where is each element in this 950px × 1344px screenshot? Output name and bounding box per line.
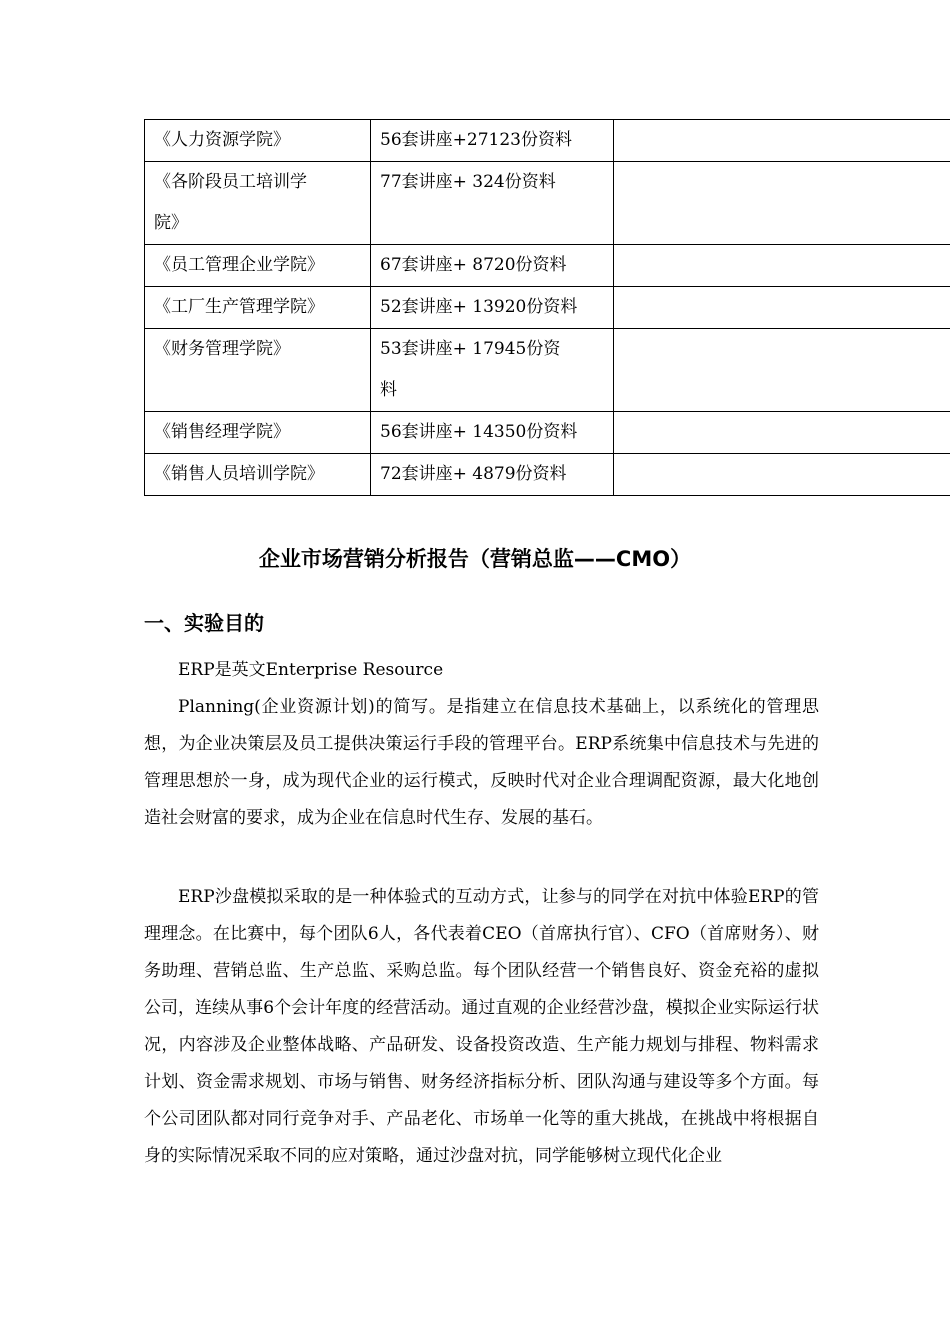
college-note <box>614 245 950 287</box>
course-catalog-table <box>144 119 950 496</box>
college-content: 72套讲座+ 4879份资料 <box>371 454 614 496</box>
document-title: 企业市场营销分析报告（营销总监——CMO） <box>258 547 692 571</box>
college-name: 《销售经理学院》 <box>145 412 371 454</box>
paragraph-1-body: Planning(企业资源计划)的简写。是指建立在信息技术基础上，以系统化的管理思想，为企业决策层及员工提供决策运行手段的管理平台。ERP系统集中信息技术与先进的管理思想於一身，成为现代企业的运行模式，反映时代对企业合理调配资源，最大化地创造社会财富的要求，成为企业在信息时代生存、发展的基石。 <box>144 697 819 828</box>
paragraph-1-line-1: ERP是英文Enterprise Resource <box>178 660 444 680</box>
paragraph-2 <box>144 879 819 1175</box>
table-row <box>145 162 950 245</box>
college-name: 《人力资源学院》 <box>145 120 371 162</box>
table-row <box>145 329 950 412</box>
table-row <box>145 412 950 454</box>
college-content: 56套讲座+27123份资料 <box>371 120 614 162</box>
college-note <box>614 454 950 496</box>
college-name: 《员工管理企业学院》 <box>145 245 371 287</box>
college-name: 《工厂生产管理学院》 <box>145 287 371 329</box>
college-content: 53套讲座+ 17945份资料 <box>371 329 614 412</box>
college-content: 67套讲座+ 8720份资料 <box>371 245 614 287</box>
college-note <box>614 162 950 245</box>
college-note <box>614 412 950 454</box>
college-note <box>614 120 950 162</box>
paragraph-2-body: ERP沙盘模拟采取的是一种体验式的互动方式，让参与的同学在对抗中体验ERP的管理理念。在比赛中，每个团队6人，各代表着CEO（首席执行官）、CFO（首席财务）、财务助理、营销总监、生产总监、采购总监。每个团队经营一个销售良好、资金充裕的虚拟公司，连续从事6个会计年度的经营活动。通过直观的企业经营沙盘，模拟企业实际运行状况，内容涉及企业整体战略、产品研发、设备投资改造、生产能力规划与排程、物料需求计划、资金需求规划、市场与销售、财务经济指标分析、团队沟通与建设等多个方面。每个公司团队都对同行竞争对手、产品老化、市场单一化等的重大挑战，在挑战中将根据自身的实际情况采取不同的应对策略，通过沙盘对抗，同学能够树立现代化企业 <box>144 887 819 1166</box>
table-row <box>145 245 950 287</box>
college-name: 《财务管理学院》 <box>145 329 371 412</box>
college-name: 《各阶段员工培训学院》 <box>145 162 371 245</box>
table-row <box>145 454 950 496</box>
college-content: 56套讲座+ 14350份资料 <box>371 412 614 454</box>
college-note <box>614 287 950 329</box>
college-content: 52套讲座+ 13920份资料 <box>371 287 614 329</box>
table-row <box>145 287 950 329</box>
college-name: 《销售人员培训学院》 <box>145 454 371 496</box>
paragraph-1 <box>144 652 819 837</box>
college-note <box>614 329 950 412</box>
college-content: 77套讲座+ 324份资料 <box>371 162 614 245</box>
section-heading: 一、实验目的 <box>144 611 264 635</box>
table-row <box>145 120 950 162</box>
